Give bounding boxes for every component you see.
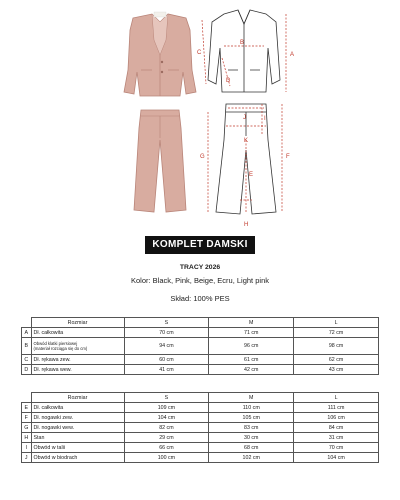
table-row [22, 433, 379, 443]
letter-h: H [244, 222, 249, 228]
row-code: J [22, 453, 32, 463]
product-illustration [0, 0, 400, 232]
row-label: Dł. całkowita [31, 403, 124, 413]
table-row [22, 423, 379, 433]
row-code: I [22, 443, 32, 453]
table-row [22, 328, 379, 338]
cell-value: 94 cm [124, 338, 209, 355]
cell-value: 43 cm [294, 365, 379, 375]
fabric-composition: Skład: 100% PES [170, 294, 230, 303]
table-row [22, 413, 379, 423]
letter-e: E [249, 172, 254, 178]
model-name: TRACY 2026 [179, 264, 221, 271]
blazer-size-table [21, 317, 379, 375]
cell-value: 84 cm [294, 423, 379, 433]
cell-value: 72 cm [294, 328, 379, 338]
row-label: Dł. rękawa wew. [31, 365, 124, 375]
row-code: F [22, 413, 32, 423]
cell-value: 82 cm [124, 423, 209, 433]
cell-value: 66 cm [124, 443, 209, 453]
product-category-banner: KOMPLET DAMSKI [145, 236, 255, 254]
table-header-row [22, 393, 379, 403]
row-label: Obwód klatki piersiowej [33, 341, 78, 346]
size-col-l: L [294, 318, 379, 328]
row-label: Dł. rękawa zew. [31, 355, 124, 365]
size-header: Rozmiar [31, 318, 124, 328]
cell-value: 102 cm [209, 453, 294, 463]
size-col-s: S [124, 393, 209, 403]
cell-value: 110 cm [209, 403, 294, 413]
letter-f: F [286, 154, 290, 160]
row-label: Dł. nogawki wew. [31, 423, 124, 433]
row-code: H [22, 433, 32, 443]
row-code: C [22, 355, 32, 365]
cell-value: 109 cm [124, 403, 209, 413]
letter-d: D [226, 78, 231, 84]
cell-value: 96 cm [209, 338, 294, 355]
cell-value: 106 cm [294, 413, 379, 423]
cell-value: 70 cm [294, 443, 379, 453]
color-options: Kolor: Black, Pink, Beige, Ecru, Light pink [131, 276, 269, 285]
size-col-l: L [294, 393, 379, 403]
cell-value: 61 cm [209, 355, 294, 365]
size-col-m: M [209, 318, 294, 328]
table-row [22, 443, 379, 453]
size-header: Rozmiar [31, 393, 124, 403]
row-label-compound [31, 338, 124, 355]
letter-k: K [244, 138, 249, 144]
cell-value: 104 cm [294, 453, 379, 463]
row-label: Stan [31, 433, 124, 443]
table-row [22, 355, 379, 365]
row-sublabel: (materiał rozciąga się do cm) [33, 346, 88, 351]
size-col-m: M [209, 393, 294, 403]
cell-value: 105 cm [209, 413, 294, 423]
cell-value: 41 cm [124, 365, 209, 375]
blazer-photo [124, 12, 196, 96]
cell-value: 111 cm [294, 403, 379, 413]
pants-photo [134, 110, 186, 212]
cell-value: 98 cm [294, 338, 379, 355]
row-label: Obwód w biodrach [31, 453, 124, 463]
cell-value: 60 cm [124, 355, 209, 365]
row-code: B [22, 338, 32, 355]
size-col-s: S [124, 318, 209, 328]
letter-j: J [243, 115, 246, 121]
row-code: E [22, 403, 32, 413]
cell-value: 30 cm [209, 433, 294, 443]
letter-c: C [197, 50, 202, 56]
cell-value: 104 cm [124, 413, 209, 423]
cell-value: 68 cm [209, 443, 294, 453]
cell-value: 42 cm [209, 365, 294, 375]
table-row [22, 403, 379, 413]
table-header-row [22, 318, 379, 328]
letter-g: G [200, 154, 205, 160]
cell-value: 100 cm [124, 453, 209, 463]
blazer-technical-drawing [208, 10, 280, 92]
cell-value: 62 cm [294, 355, 379, 365]
row-label: Obwód w talii [31, 443, 124, 453]
letter-i: I [264, 116, 266, 122]
table-row [22, 453, 379, 463]
pants-size-table [21, 392, 379, 463]
cell-value: 29 cm [124, 433, 209, 443]
cell-value: 31 cm [294, 433, 379, 443]
row-code: G [22, 423, 32, 433]
cell-value: 83 cm [209, 423, 294, 433]
table-row [22, 365, 379, 375]
letter-b: B [240, 40, 245, 46]
row-code: A [22, 328, 32, 338]
row-code: D [22, 365, 32, 375]
cell-value: 70 cm [124, 328, 209, 338]
row-label: Dł. całkowita [31, 328, 124, 338]
cell-value: 71 cm [209, 328, 294, 338]
table-row [22, 338, 379, 355]
letter-a: A [290, 52, 295, 58]
row-label: Dł. nogawki zew. [31, 413, 124, 423]
